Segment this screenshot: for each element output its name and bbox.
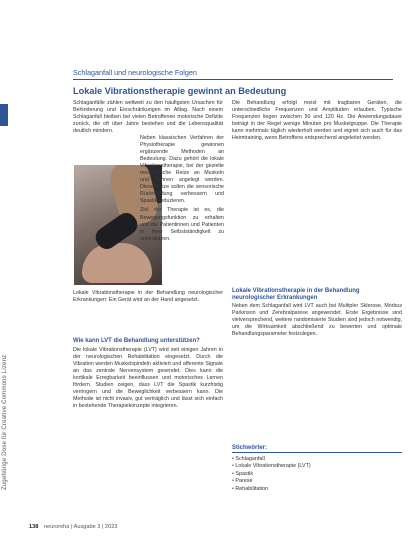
section-heading-neuro: Lokale Vibrationstherapie in der Behandlung neurologischer Erkrankungen (232, 288, 360, 301)
photo-wrap-text (140, 135, 224, 243)
left-column-body (73, 347, 223, 410)
left-intro-paragraph: Schlaganfälle zählen weltweit zu den häufigsten Ursachen für Behinderung und Einschränkungen im Alltag. Nach einem Schlaganfall bleiben bei vielen Betroffenen motorische Defizite zurück, die oft über Jahre bestehen und die Lebensqualität deutlich mindern. (73, 100, 223, 135)
keyword-item: • Lokale Vibrationstherapie (LVT) (232, 463, 402, 470)
wrap-mid-paragraph: Ziel der Therapie ist es, die Bewegungsfunktion zu erhalten und die Patientinnen und Patienten in ihrer Selbstständigkeit zu unterstützen. (140, 207, 224, 242)
caption-text: Lokale Vibrationstherapie in der Behandlung neurologischer Erkrankungen: Ein Gerät wird an der Hand angesetzt. (73, 290, 223, 304)
keywords-box (232, 445, 402, 493)
wrap-paragraph: Neben klassischen Verfahren der Physiotherapie gewinnen ergänzende Methoden an Bedeutung. Dazu gehört die lokale Vibrationstherapie, bei der gezielte mechanische Reize an Muskeln und Sehnen angelegt werden. Diese Reize sollen die sensorische Rückmeldung verbessern und Spastik reduzieren. (140, 135, 224, 205)
right-body-paragraph: Neben dem Schlaganfall wird LVT auch bei Multipler Sklerose, Morbus Parkinson und Zerebralparese angewendet. Erste Ergebnisse sind vielversprechend, weitere randomisierte Studien sind jedoch notwendig, um die Wirksamkeit abschließend zu bewerten und optimale Behandlungsparameter festzulegen. (232, 303, 402, 338)
keywords-title: Stichwörter: (232, 445, 402, 453)
right-intro-paragraph: Die Behandlung erfolgt meist mit tragbaren Geräten, die unterschiedliche Frequenzen und Amplituden erlauben. Typische Frequenzen liegen zwischen 50 und 120 Hz. Die Anwendungsdauer beträgt in der Regel wenige Minuten pro Muskelgruppe. Die Therapie kann mehrmals täglich wiederholt werden und eignet sich auch für das Heimtraining, wenn Betroffene entsprechend angeleitet werden. (232, 100, 402, 142)
section-tab-marker (0, 104, 8, 126)
keywords-list (232, 456, 402, 493)
footer-journal: neuroreha | Ausgabe 3 | 2023 (43, 524, 118, 530)
page-number: 138 (29, 524, 39, 530)
photo-caption (73, 290, 223, 304)
page-footer (29, 524, 117, 530)
article-headline: Lokale Vibrationstherapie gewinnt an Bedeutung (73, 86, 287, 96)
vertical-license-note: Zugehörige Dose für Creative Commons Lizenz (2, 354, 8, 490)
keyword-item: • Schlaganfall (232, 456, 402, 463)
keyword-item: • Parese (232, 478, 402, 485)
left-body-paragraph: Die lokale Vibrationstherapie (LVT) wird seit einigen Jahren in der neurologischen Rehabilitation eingesetzt. Durch die Vibration werden Muskelspindeln aktiviert und afferente Signale an das zentrale Nervensystem gesendet. Dies kann die kortikale Erregbarkeit beeinflussen und motorisches Lernen fördern. Studien zeigen, dass LVT die Spastik kurzfristig verringern und die Beweglichkeit verbessern kann. Die Methode ist nicht invasiv, gut verträglich und lässt sich einfach in bestehende Therapiekonzepte integrieren. (73, 347, 223, 410)
left-column-intro (73, 100, 223, 135)
keyword-item: • Rehabilitation (232, 486, 402, 493)
right-column-body (232, 303, 402, 338)
section-heading-lvt: Wie kann LVT die Behandlung unterstützen? (73, 338, 200, 344)
keyword-item: • Spastik (232, 471, 402, 478)
article-kicker: Schlaganfall und neurologische Folgen (73, 68, 393, 80)
right-column-intro (232, 100, 402, 142)
